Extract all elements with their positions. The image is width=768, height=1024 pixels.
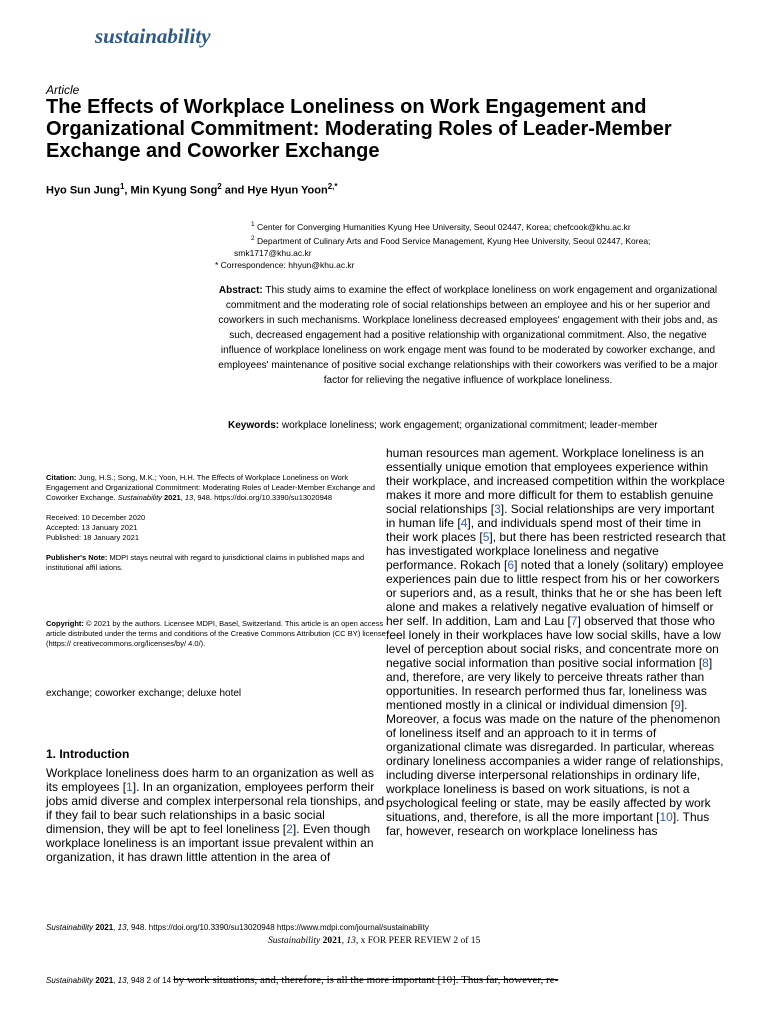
keywords-label: Keywords: bbox=[228, 420, 280, 431]
footer-year: 2021 bbox=[95, 923, 114, 932]
footer-journal: Sustainability bbox=[46, 923, 94, 932]
reference-link[interactable]: 3 bbox=[494, 502, 501, 516]
affiliation-2 bbox=[215, 233, 735, 247]
body-text: ]. Even though workplace loneliness is an important issue prevalent within an organization, it has drawn little attention in the area of bbox=[46, 822, 374, 864]
struck-text: by work situations, and, therefore, is all the more important [10]. Thus far, however, re- bbox=[173, 974, 559, 986]
citation-pages: , 948. https://doi.org/10.3390/su13020948 bbox=[193, 493, 333, 502]
right-column-text bbox=[386, 446, 726, 838]
affiliation-1 bbox=[215, 219, 735, 233]
keywords-continued: exchange; coworker exchange; deluxe hotel bbox=[46, 688, 242, 699]
page-header-review: Sustainability 2021, 13, x FOR PEER REVIEW 2 of 15 bbox=[268, 936, 481, 946]
author-name: Hyo Sun Jung bbox=[46, 184, 120, 197]
reference-link[interactable]: 7 bbox=[570, 614, 578, 628]
footer-text: , x FOR PEER REVIEW 2 of 15 bbox=[355, 936, 481, 946]
author-affil-sup: 2,* bbox=[327, 182, 338, 191]
copyright-label: Copyright: bbox=[46, 619, 84, 628]
affiliation-sup: 1 bbox=[251, 221, 255, 228]
footer-text: , 948 2 of 14 bbox=[126, 976, 174, 985]
keywords-text: workplace loneliness; work engagement; organizational commitment; leader-member bbox=[281, 420, 658, 431]
reference-link[interactable]: 1 bbox=[126, 780, 133, 794]
abstract-label: Abstract: bbox=[218, 285, 263, 296]
citation: Citation: Jung, H.S.; Song, M.K.; Yoon, H.H. The Effects of Workplace Loneliness on Work Engagement and Organizational Commitment: Moderating Roles of Leader-Member Exchange and Coworker Exchange. Sustainability 2021, 13, 948. https://doi.org/10.3390/su13020948 bbox=[46, 473, 375, 502]
reference-link[interactable]: 8 bbox=[702, 656, 709, 670]
reference-link[interactable]: 4 bbox=[460, 516, 468, 530]
publisher-note-label: Publisher's Note: bbox=[46, 553, 108, 562]
section-heading: 1. Introduction bbox=[46, 747, 130, 761]
citation-label: Citation: bbox=[46, 473, 77, 482]
correspondence: * Correspondence: hhyun@khu.ac.kr bbox=[215, 259, 355, 270]
footer-journal: Sustainability bbox=[46, 976, 94, 985]
intro-paragraph bbox=[46, 766, 386, 864]
affiliations bbox=[215, 219, 735, 271]
article-info-sidebar bbox=[46, 473, 388, 649]
affiliation-text: Center for Converging Humanities Kyung Hee University, Seoul 02447, Korea; chefcook@khu.ac.kr bbox=[257, 221, 631, 232]
abstract bbox=[215, 283, 721, 388]
footer-year: 2021 bbox=[322, 936, 342, 946]
date-accepted: Accepted: 13 January 2021 bbox=[46, 523, 138, 532]
author-name: Hye Hyun Yoon bbox=[247, 184, 328, 197]
journal-logo: sustainability bbox=[95, 24, 211, 48]
affiliation-sup: 2 bbox=[251, 234, 255, 242]
article-title: The Effects of Workplace Loneliness on Work Engagement and Organizational Commitment: Moderating Roles of Leader-Member Exchange and Coworker Exchange bbox=[46, 96, 672, 162]
author-affil-sup: 1 bbox=[119, 182, 125, 191]
date-published: Published: 18 January 2021 bbox=[46, 533, 139, 542]
footer-year: 2021 bbox=[95, 976, 114, 985]
footer-text: , 948. https://doi.org/10.3390/su13020948 https://www.mdpi.com/journal/sustainability bbox=[126, 923, 429, 932]
copyright bbox=[46, 619, 388, 649]
body-text: ]. Thus far, however, research on workplace loneliness has bbox=[386, 810, 710, 838]
keywords bbox=[228, 419, 728, 433]
body-text: ]. Social relationships are very important in human life [ bbox=[386, 502, 715, 530]
footer-volume: 13 bbox=[346, 936, 356, 946]
author-affil-sup: 2 bbox=[217, 182, 222, 191]
citation-year: 2021 bbox=[164, 493, 181, 502]
author-separator: and bbox=[221, 184, 248, 197]
abstract-text: This study aims to examine the effect of workplace loneliness on work engagement and organizational commitment and the moderating role of social relationships between an employee and his or her superior and coworkers in such mechanisms. Workplace loneliness decreased employees' engagement with their jobs and, as such, decreased engagement had a positive relationship with organizational commitment. Also, the negative influence of workplace loneliness on work engage ment was found to be moderated by coworker exchange, and employees' maintenance of positive social exchange relationships with their coworkers was verified to be a major factor for relieving the negative influence of workplace loneliness. bbox=[218, 285, 718, 386]
body-text: ] noted that a lonely (solitary) employee experiences pain due to little respect from his or her coworkers or superiors and, as a result, thinks that he or she has been left alone and makes a relatively negative evaluation of himself or her self. In addition, Lam and Lau [ bbox=[386, 558, 724, 628]
body-text: ] and, therefore, are very likely to perceive threats rather than opportunities. In research performed thus far, loneliness was mentioned mostly in a clinical or individual dimension [ bbox=[386, 656, 713, 712]
affiliation-email: smk1717@khu.ac.kr bbox=[234, 247, 312, 258]
footer-volume: 13 bbox=[117, 976, 127, 985]
footer-volume: 13 bbox=[117, 923, 127, 932]
reference-link[interactable]: 10 bbox=[659, 810, 673, 824]
publisher-note bbox=[46, 553, 388, 573]
body-text: human resources man agement. Workplace loneliness is an essentially unique emotion that employees experience within their workplace, and increased competition within the workplace makes it more and more difficult for them to establish genuine social relationships [ bbox=[386, 446, 725, 516]
citation-volume: 13 bbox=[184, 493, 194, 502]
reference-link[interactable]: 5 bbox=[482, 530, 490, 544]
author-list bbox=[46, 182, 338, 197]
body-text: ], but there has been restricted research that has investigated workplace loneliness and negative performance. Rokach [ bbox=[386, 530, 726, 572]
reference-link[interactable]: 9 bbox=[674, 698, 681, 712]
citation-text: Jung, H.S.; Song, M.K.; Yoon, H.H. The Effects of Workplace Loneliness on Work Engagement and Organizational Commitment: Moderating Roles of Leader-Member Exchange and Coworker Exchange. bbox=[46, 473, 375, 502]
author-name: Min Kyung Song bbox=[130, 184, 218, 197]
body-text: ], and individuals spend most of their time in their work places [ bbox=[386, 516, 701, 544]
page-footer-2: Sustainability 2021, 13, 948 2 of 14 by work situations, and, therefore, is all the more important [10]. Thus far, however, re- bbox=[46, 974, 559, 986]
body-text: Workplace loneliness does harm to an organization as well as its employees [ bbox=[46, 766, 374, 794]
body-text: ] observed that those who feel lonely in their workplaces have low social skills, have a low level of perception about social risks, and concentrate more on negative social information than positive social information [ bbox=[386, 614, 721, 670]
article-type: Article bbox=[46, 83, 80, 97]
reference-link[interactable]: 6 bbox=[507, 558, 515, 572]
footer-journal: Sustainability bbox=[268, 936, 321, 946]
body-text: ]. Moreover, a focus was made on the nature of the phenomenon of loneliness itself and an approach to it in terms of organizational climate was disregarded. In particular, whereas ordinary loneliness accompanies a wider range of relationships, including diverse interpersonal relationships in ordinary life, workplace loneliness is based on work situations, is not a psychological feeling or state, may be easily affected by work situations, and, therefore, is all the more important [ bbox=[386, 698, 724, 824]
body-text: ]. In an organization, employees perform their jobs amid diverse and complex interpersonal rela tionships, and if they fail to bear such relationships in a basic social dimension, they will be apt to feel loneliness [ bbox=[46, 780, 385, 836]
citation-journal: Sustainability bbox=[117, 493, 162, 502]
copyright-text: © 2021 by the authors. Licensee MDPI, Basel, Switzerland. This article is an open access article distributed under the terms and conditions of the Creative Commons Attribution (CC BY) license (https:// creativecommons.org/licenses/by/ 4.0/). bbox=[46, 619, 386, 648]
reference-link[interactable]: 2 bbox=[286, 822, 293, 836]
page-footer: Sustainability 2021, 13, 948. https://doi.org/10.3390/su13020948 https://www.mdpi.com/journal/sustainability bbox=[46, 923, 429, 932]
publisher-note-text: MDPI stays neutral with regard to jurisdictional claims in published maps and institutional affil iations. bbox=[46, 553, 365, 572]
author-separator: , bbox=[124, 184, 131, 197]
affiliation-text: Department of Culinary Arts and Food Service Management, Kyung Hee University, Seoul 02447, Korea; bbox=[257, 235, 651, 246]
date-received: Received: 10 December 2020 bbox=[46, 513, 146, 522]
